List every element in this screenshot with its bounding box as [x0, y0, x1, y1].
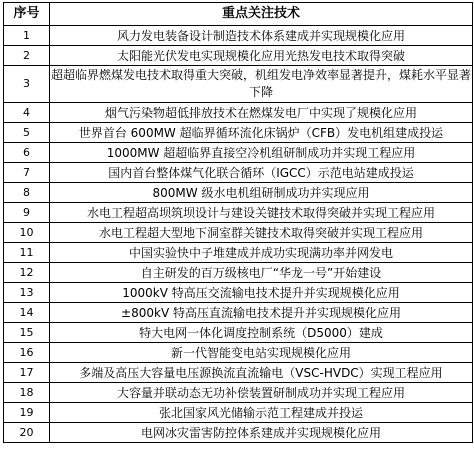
row-technology: 张北国家风光储输示范工程建成并投运 [50, 403, 473, 423]
row-technology: 水电工程超大型地下洞室群关键技术取得突破并实现工程应用 [50, 223, 473, 243]
table-row [4, 263, 473, 283]
row-technology: 烟气污染物超低排放技术在燃煤发电厂中实现了规模化应用 [50, 103, 473, 123]
table-row [4, 343, 473, 363]
row-number: 14 [4, 303, 50, 323]
row-number: 1 [4, 26, 50, 46]
row-number: 10 [4, 223, 50, 243]
row-technology: 世界首台 600MW 超临界循环流化床锅炉（CFB）发电机组建成投运 [50, 123, 473, 143]
table-row [4, 103, 473, 123]
row-technology: 大容量并联动态无功补偿装置研制成功并实现工程应用 [50, 383, 473, 403]
table-row [4, 26, 473, 46]
row-technology: 电网冰灾雷害防控体系建成并实现规模化应用 [50, 423, 473, 443]
row-number: 5 [4, 123, 50, 143]
row-number: 18 [4, 383, 50, 403]
row-number: 7 [4, 163, 50, 183]
header-technology: 重点关注技术 [50, 3, 473, 26]
row-technology: 风力发电装备设计制造技术体系建成并实现规模化应用 [50, 26, 473, 46]
table-header-row [4, 3, 473, 26]
row-technology: 国内首台整体煤气化联合循环（IGCC）示范电站建成投运 [50, 163, 473, 183]
table-row [4, 423, 473, 443]
table-row [4, 143, 473, 163]
row-number: 9 [4, 203, 50, 223]
table-row [4, 203, 473, 223]
table-row [4, 223, 473, 243]
table-body [4, 26, 473, 443]
row-technology: 太阳能光伏发电实现规模化应用光热发电技术取得突破 [50, 46, 473, 66]
row-number: 20 [4, 423, 50, 443]
table-row [4, 123, 473, 143]
row-technology: 自主研发的百万级核电厂“华龙一号”开始建设 [50, 263, 473, 283]
row-number: 19 [4, 403, 50, 423]
row-number: 11 [4, 243, 50, 263]
table-row [4, 363, 473, 383]
table-row [4, 243, 473, 263]
table-row [4, 383, 473, 403]
table-row [4, 163, 473, 183]
row-technology: 1000kV 特高压交流输电技术提升并实现规模化应用 [50, 283, 473, 303]
row-technology: 多端及高压大容量电压源换流直流输电（VSC-HVDC）实现工程应用 [50, 363, 473, 383]
row-number: 6 [4, 143, 50, 163]
row-number: 4 [4, 103, 50, 123]
key-technologies-table [3, 2, 473, 443]
table-row [4, 403, 473, 423]
row-technology: 1000MW 超超临界直接空冷机组研制成功并实现工程应用 [50, 143, 473, 163]
row-technology: 中国实验快中子堆建成并成功实现满功率并网发电 [50, 243, 473, 263]
row-number: 12 [4, 263, 50, 283]
table-row [4, 66, 473, 103]
row-number: 15 [4, 323, 50, 343]
row-number: 13 [4, 283, 50, 303]
header-number: 序号 [4, 3, 50, 26]
table-row [4, 46, 473, 66]
row-number: 3 [4, 66, 50, 103]
table-row [4, 183, 473, 203]
table-row [4, 303, 473, 323]
row-technology: 超超临界燃煤发电技术取得重大突破，机组发电净效率显著提升，煤耗水平显著下降 [50, 66, 473, 103]
row-technology: 水电工程超高坝筑坝设计与建设关键技术取得突破并实现工程应用 [50, 203, 473, 223]
row-number: 2 [4, 46, 50, 66]
row-technology: 800MW 级水电机组研制成功并实现应用 [50, 183, 473, 203]
table-row [4, 283, 473, 303]
row-technology: 新一代智能变电站实现规模化应用 [50, 343, 473, 363]
row-technology: ±800kV 特高压直流输电技术提升并实现规模化应用 [50, 303, 473, 323]
row-number: 8 [4, 183, 50, 203]
row-number: 17 [4, 363, 50, 383]
row-technology: 特大电网一体化调度控制系统（D5000）建成 [50, 323, 473, 343]
table-row [4, 323, 473, 343]
row-number: 16 [4, 343, 50, 363]
